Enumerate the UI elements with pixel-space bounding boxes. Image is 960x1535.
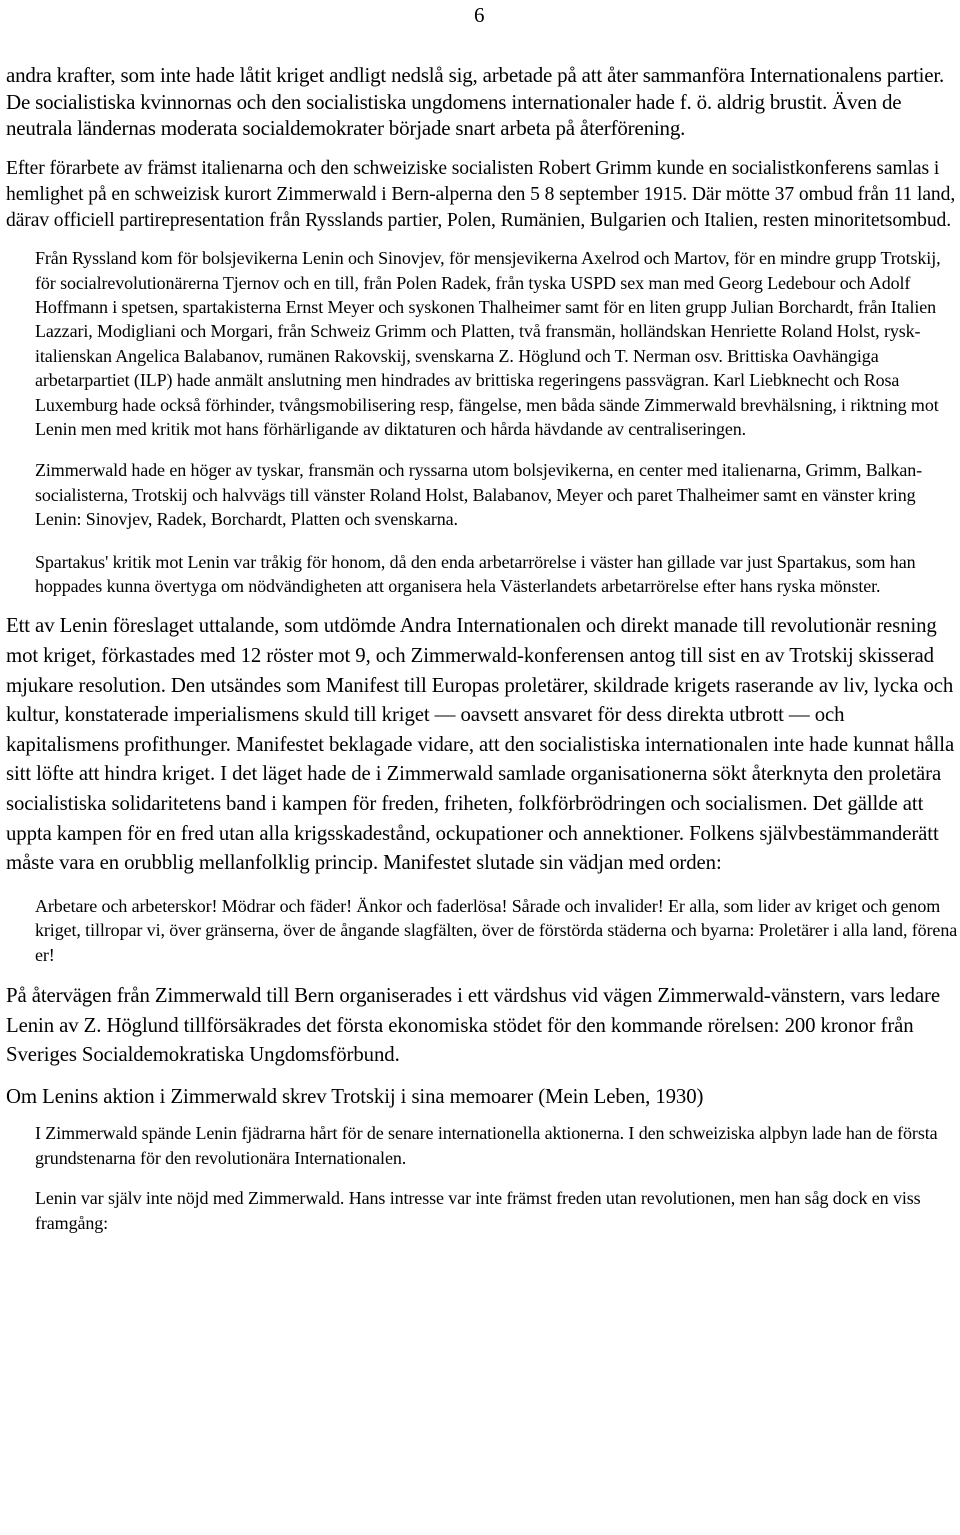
paragraph-trotsky-memoir: Om Lenins aktion i Zimmerwald skrev Trotskij i sina memoarer (Mein Leben, 1930) <box>6 1084 704 1108</box>
paragraph-conference: Efter förarbete av främst italienarna och den schweiziske socialisten Robert Grimm kunde en socialistkonferens samlas i hemlighet på en schweizisk kurort Zimmerwald i Bern-alperna den 5 8 september 1915. Där mötte 37 ombud från 11 land, därav officiell partirepresentation från Rysslands partier, Polen, Rumänien, Bulgarien och Italien, resten minoritetsombud. <box>6 157 956 231</box>
quote-spartakus: Spartakus' kritik mot Lenin var tråkig för honom, då den enda arbetarrörelse i väster han gillade var just Spartakus, som han hoppades kunna övertyga om nödvändigheten att organisera hela Västerlandets arbetarrörelse efter hans ryska mönster. <box>35 551 916 596</box>
paragraph-intro: andra krafter, som inte hade låtit kriget andligt nedslå sig, arbetade på att åter sammanföra Internationalens partier. De socialistiska kvinnornas och den socialistiska ungdomens internationaler hade f. ö. aldrig brustit. Även de neutrala ländernas moderata socialdemokrater började snart arbeta på återförening. <box>6 63 945 140</box>
paragraph-zimmerwald-left: På återvägen från Zimmerwald till Bern organiserades i ett värdshus vid vägen Zimmerwald-vänstern, vars ledare Lenin av Z. Höglund tillförsäkrades det första ekonomiska stödet för den kommande rörelsen: 200 kronor från Sveriges Socialdemokratiska Ungdomsförbund. <box>6 983 940 1067</box>
document-body <box>6 62 958 1235</box>
paragraph-manifest: Ett av Lenin föreslaget uttalande, som utdömde Andra Internationalen och direkt manade till revolutionär resning mot kriget, förkastades med 12 röster mot 9, och Zimmerwald-konferensen antog till sist en av Trotskij skisserad mjukare resolution. Den utsändes som Manifest till Europas proletärer, skildrade krigets raserande av liv, lycka och kultur, konstaterade imperialismens skuld till kriget — oavsett ansvaret för dess direkta utbrott — och kapitalismens profithunger. Manifestet beklagade vidare, att den socialistiska internationalen inte hade kunnat hålla sitt löfte att hindra kriget. I det läget hade de i Zimmerwald samlade organisationerna sökt återknyta den proletära socialistiska solidaritetens band i kampen för freden, friheten, folkförbrödringen och socialismen. Det gällde att uppta kampen för en fred utan alla krigsskadestånd, ockupationer och annektioner. Folkens självbestämmanderätt måste vara en orubblig mellanfolklig princip. Manifestet slutade sin vädjan med orden: <box>6 614 955 875</box>
quote-trotsky-memoir: I Zimmerwald spände Lenin fjädrarna hårt för de senare internationella aktionerna. I den schweiziska alpbyn lade han de första grundstenarna för den revolutionära Internationalen. <box>35 1123 938 1168</box>
quote-manifest-appeal: Arbetare och arbeterskor! Mödrar och fäder! Änkor och faderlösa! Sårade och invalider! Er alla, som lider av kriget och genom kriget, tillropar vi, över gränserna, över de ångande slagfälten, över de förstörda städerna och byarna: Proletärer i alla land, förena er! <box>35 895 958 965</box>
quote-factions: Zimmerwald hade en höger av tyskar, fransmän och ryssarna utom bolsjevikerna, en center med italienarna, Grimm, Balkan-socialisterna, Trotskij och halvvägs till vänster Roland Holst, Balabanov, Meyer och paret Thalheimer samt en vänster kring Lenin: Sinovjev, Radek, Borchardt, Platten och svenskarna. <box>35 460 923 530</box>
page-number: 6 <box>474 3 485 27</box>
quote-participants: Från Ryssland kom för bolsjevikerna Lenin och Sinovjev, för mensjevikerna Axelrod och Martov, för en mindre grupp Trotskij, för socialrevolutionärerna Tjernov och en till, från Polen Radek, från tyska USPD sex man med Georg Ledebour och Adolf Hoffmann i spetsen, spartakisterna Ernst Meyer och syskonen Thalheimer samt för en liten grupp Julian Borchardt, från Italien Lazzari, Modigliani och Morgari, från Schweiz Grimm och Platten, två fransmän, holländskan Henriette Roland Holst, rysk-italienskan Angelica Balabanov, rumänen Rakovskij, svenskarna Z. Höglund och T. Nerman osv. Brittiska Oavhängiga arbetarpartiet (ILP) hade anmält anslutning men hindrades av brittiska regeringens passvägran. Karl Liebknecht och Rosa Luxemburg hade också förhinder, tvångsmobilisering resp, fängelse, men båda sände Zimmerwald brevhälsning, i riktning mot Lenin men med kritik mot hans förhärligande av diktaturen och hårda hävdande av centraliseringen. <box>35 248 941 439</box>
quote-lenin-zimmerwald: Lenin var själv inte nöjd med Zimmerwald. Hans intresse var inte främst freden utan revolutionen, men han såg dock en viss framgång: <box>35 1188 921 1233</box>
